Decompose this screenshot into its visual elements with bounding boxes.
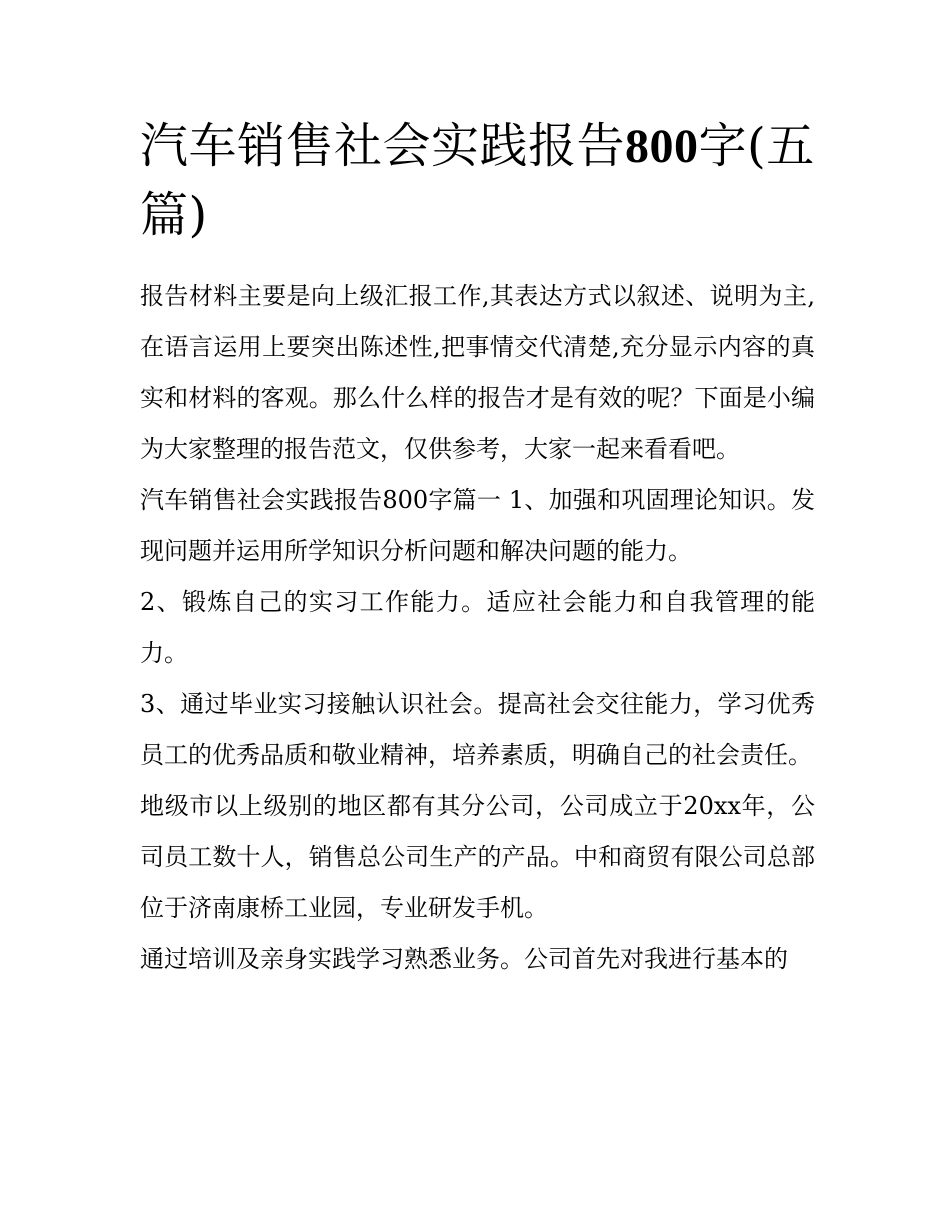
paragraph-training: 通过培训及亲身实践学习熟悉业务。公司首先对我进行基本的 <box>140 945 788 973</box>
title-suffix: 字(五篇) <box>140 118 815 243</box>
title-number: 800 <box>625 120 699 173</box>
paragraph-company: 地级市以上级别的地区都有其分公司，公司成立于20xx年，公司员工数十人，销售总公司生产的产品。中和商贸有限公司总部位于济南康桥工业园，专业研发手机。 <box>140 792 815 922</box>
paragraph-item-2: 2、锻炼自己的实习工作能力。适应社会能力和自我管理的能力。 <box>140 588 815 667</box>
paragraph-item-3: 3、通过毕业实习接触认识社会。提高社会交往能力，学习优秀员工的优秀品质和敬业精神，培养素质，明确自己的社会责任。 <box>140 690 815 769</box>
document-page <box>140 112 815 985</box>
document-title <box>140 112 815 249</box>
title-text: 汽车销售社会实践报告 <box>140 118 626 174</box>
paragraph-intro: 报告材料主要是向上级汇报工作,其表达方式以叙述、说明为主,在语言运用上要突出陈述性,把事情交代清楚,充分显示内容的真实和材料的客观。那么什么样的报告才是有效的呢？下面是小编为大家整理的报告范文，仅供参考，大家一起来看看吧。 <box>140 282 815 463</box>
paragraph-part-one: 汽车销售社会实践报告800字篇一 1、加强和巩固理论知识。发现问题并运用所学知识分析问题和解决问题的能力。 <box>140 486 815 565</box>
